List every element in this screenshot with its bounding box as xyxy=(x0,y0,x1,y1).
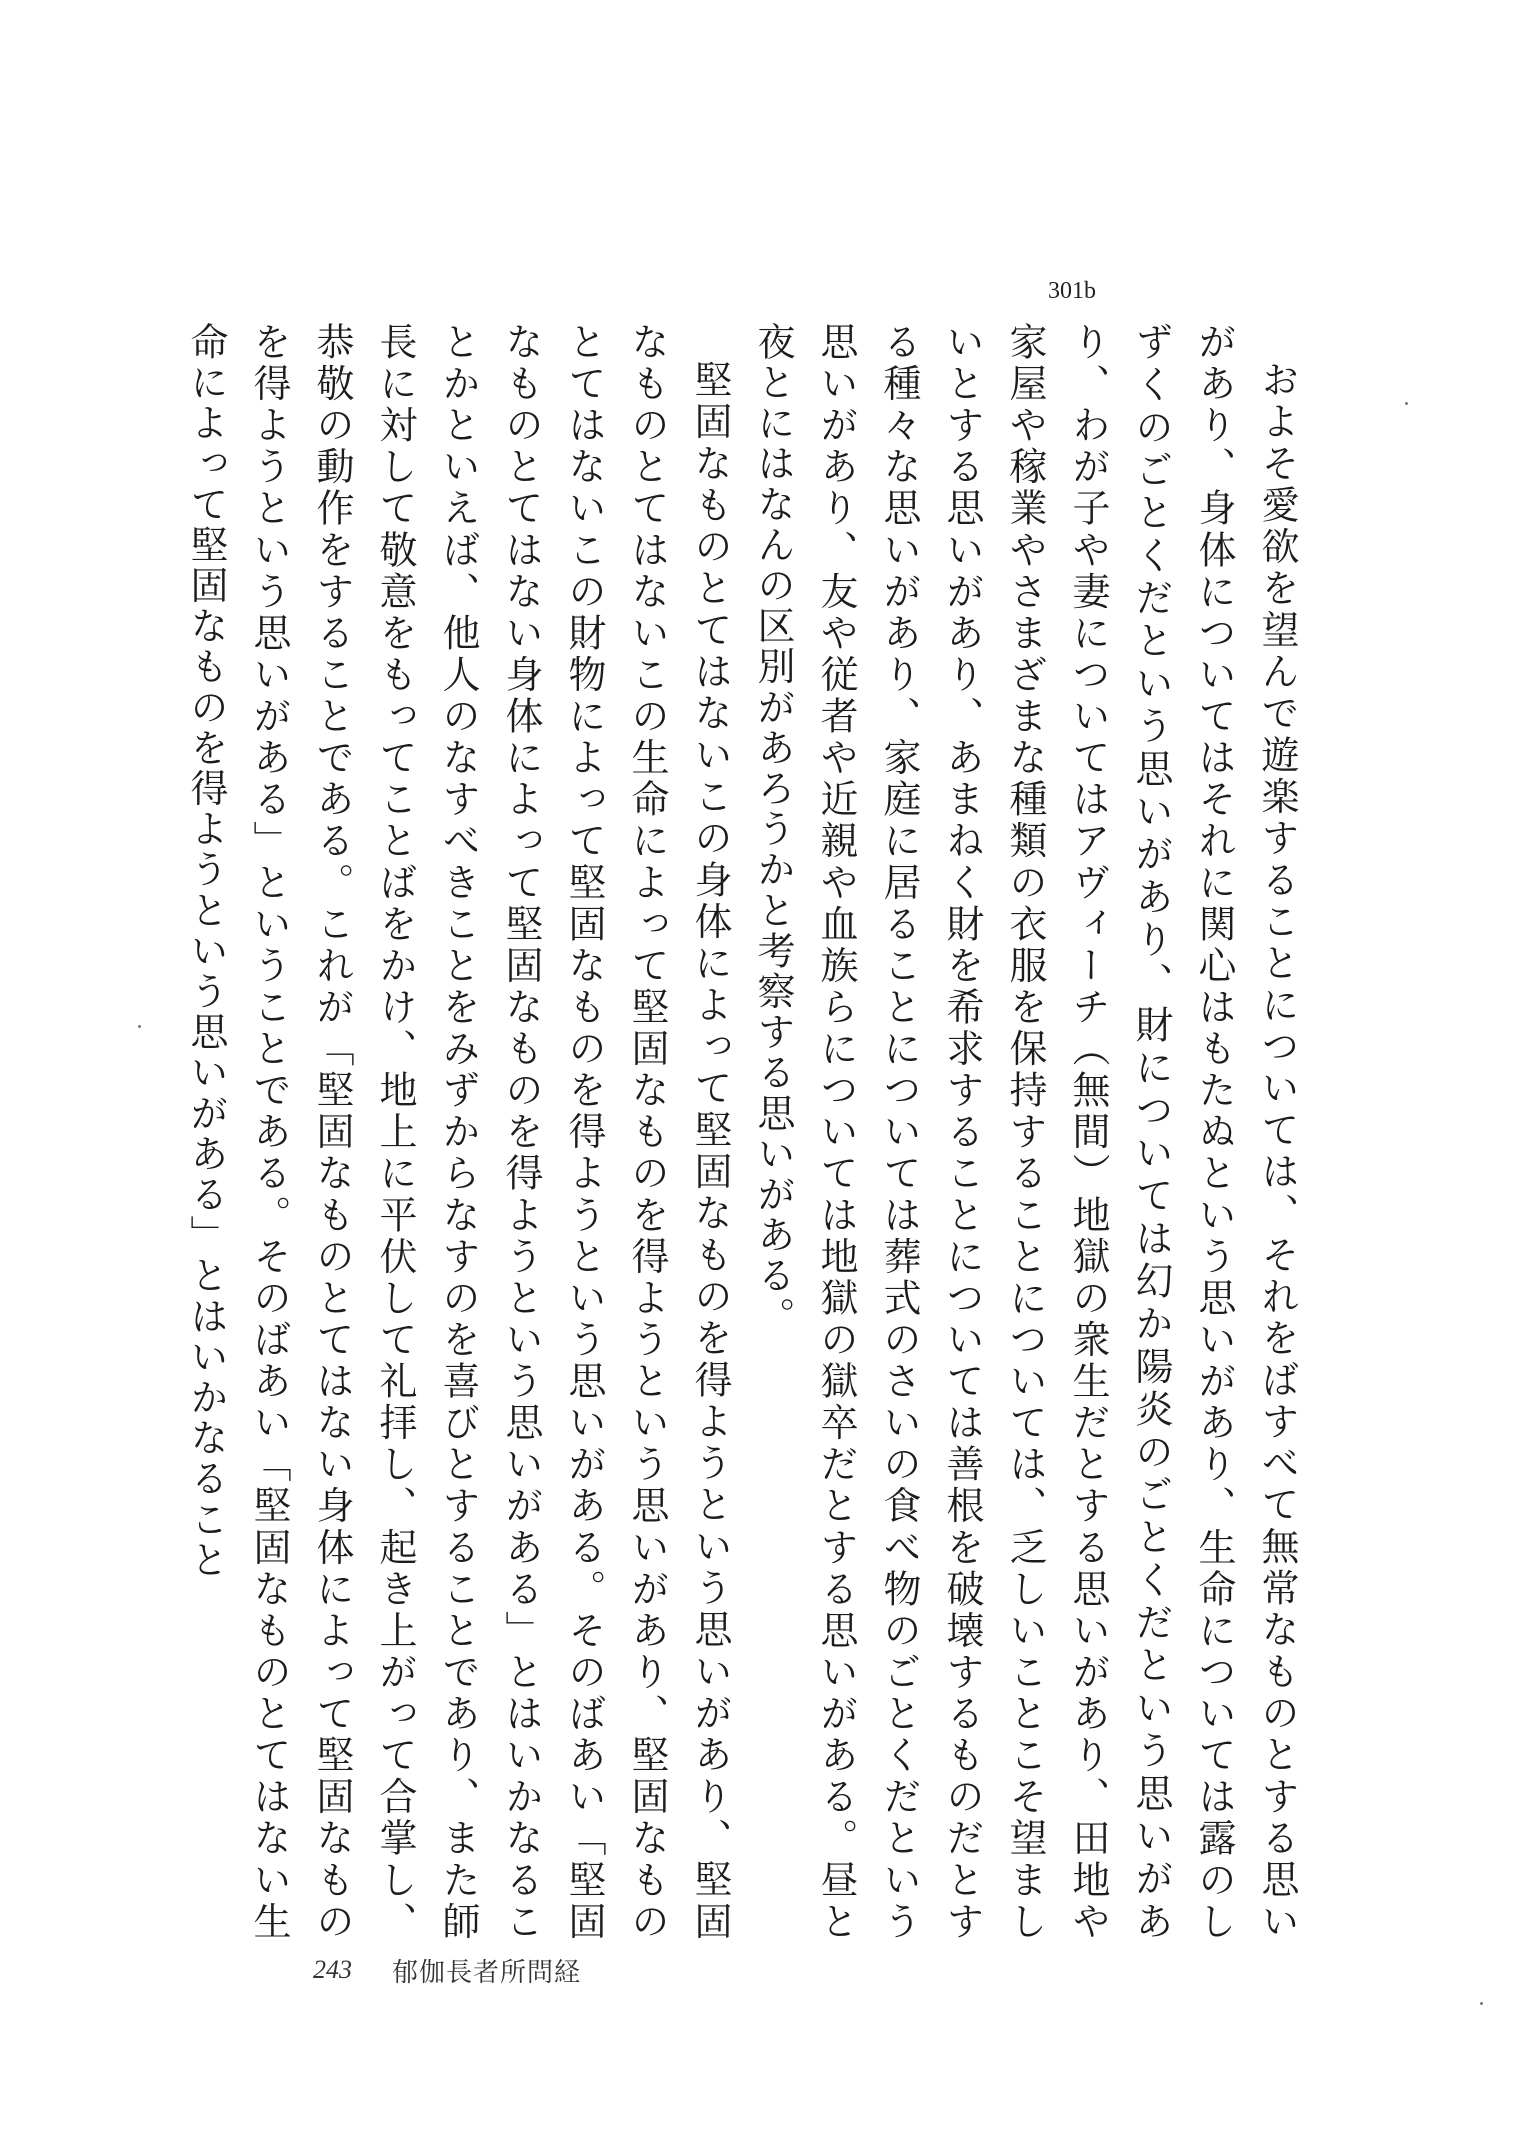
body-text xyxy=(184,322,1308,1942)
scan-speck xyxy=(138,1025,141,1028)
paragraph: 堅固なものとてはないこの身体によって堅固なものを得ようという思いがあり、堅固なものとてはないこの生命によって堅固なものを得ようという思いがあり、堅固なものとてはないこの財物によって堅固なものを得ようという思いがある。そのばあい「堅固なものとてはない身体によって堅固なものを得ようという思いがある」とはいかなることかといえば、他人のなすべきことをみずからなすのを喜びとすることであり、また師長に対して敬意をもってことばをかけ、地上に平伏して礼拝し、起き上がって合掌し、恭敬の動作をすることである。これが「堅固なものとてはない身体によって堅固なものを得ようという思いがある」ということである。そのばあい「堅固なものとてはない生命によって堅固なものを得ようという思いがある」とはいかなること xyxy=(184,322,732,1942)
paragraph: およそ愛欲を望んで遊楽することについては、それをばすべて無常なものとする思いがあり、身体についてはそれに関心はもたぬという思いがあり、生命については露のしずくのごとくだという思いがあり、財については幻か陽炎のごとくだという思いがあり、わが子や妻についてはアヴィーチ（無間）地獄の衆生だとする思いがあり、田地や家屋や稼業やさまざまな種類の衣服を保持することについては、乏しいことこそ望ましいとする思いがあり、あまねく財を希求することについては善根を破壊するものだとする種々な思いがあり、家庭に居ることについては葬式のさいの食べ物のごとくだという思いがあり、友や従者や近親や血族らについては地獄の獄卒だとする思いがある。昼と夜とにはなんの区別があろうかと考察する思いがある。 xyxy=(751,322,1299,1942)
page-number: 243 xyxy=(313,1955,352,1984)
scan-speck xyxy=(1405,402,1408,405)
running-title: 郁伽長者所問経 xyxy=(392,1958,582,1988)
scan-speck xyxy=(1480,2002,1483,2005)
section-marker: 301b xyxy=(1048,278,1096,304)
